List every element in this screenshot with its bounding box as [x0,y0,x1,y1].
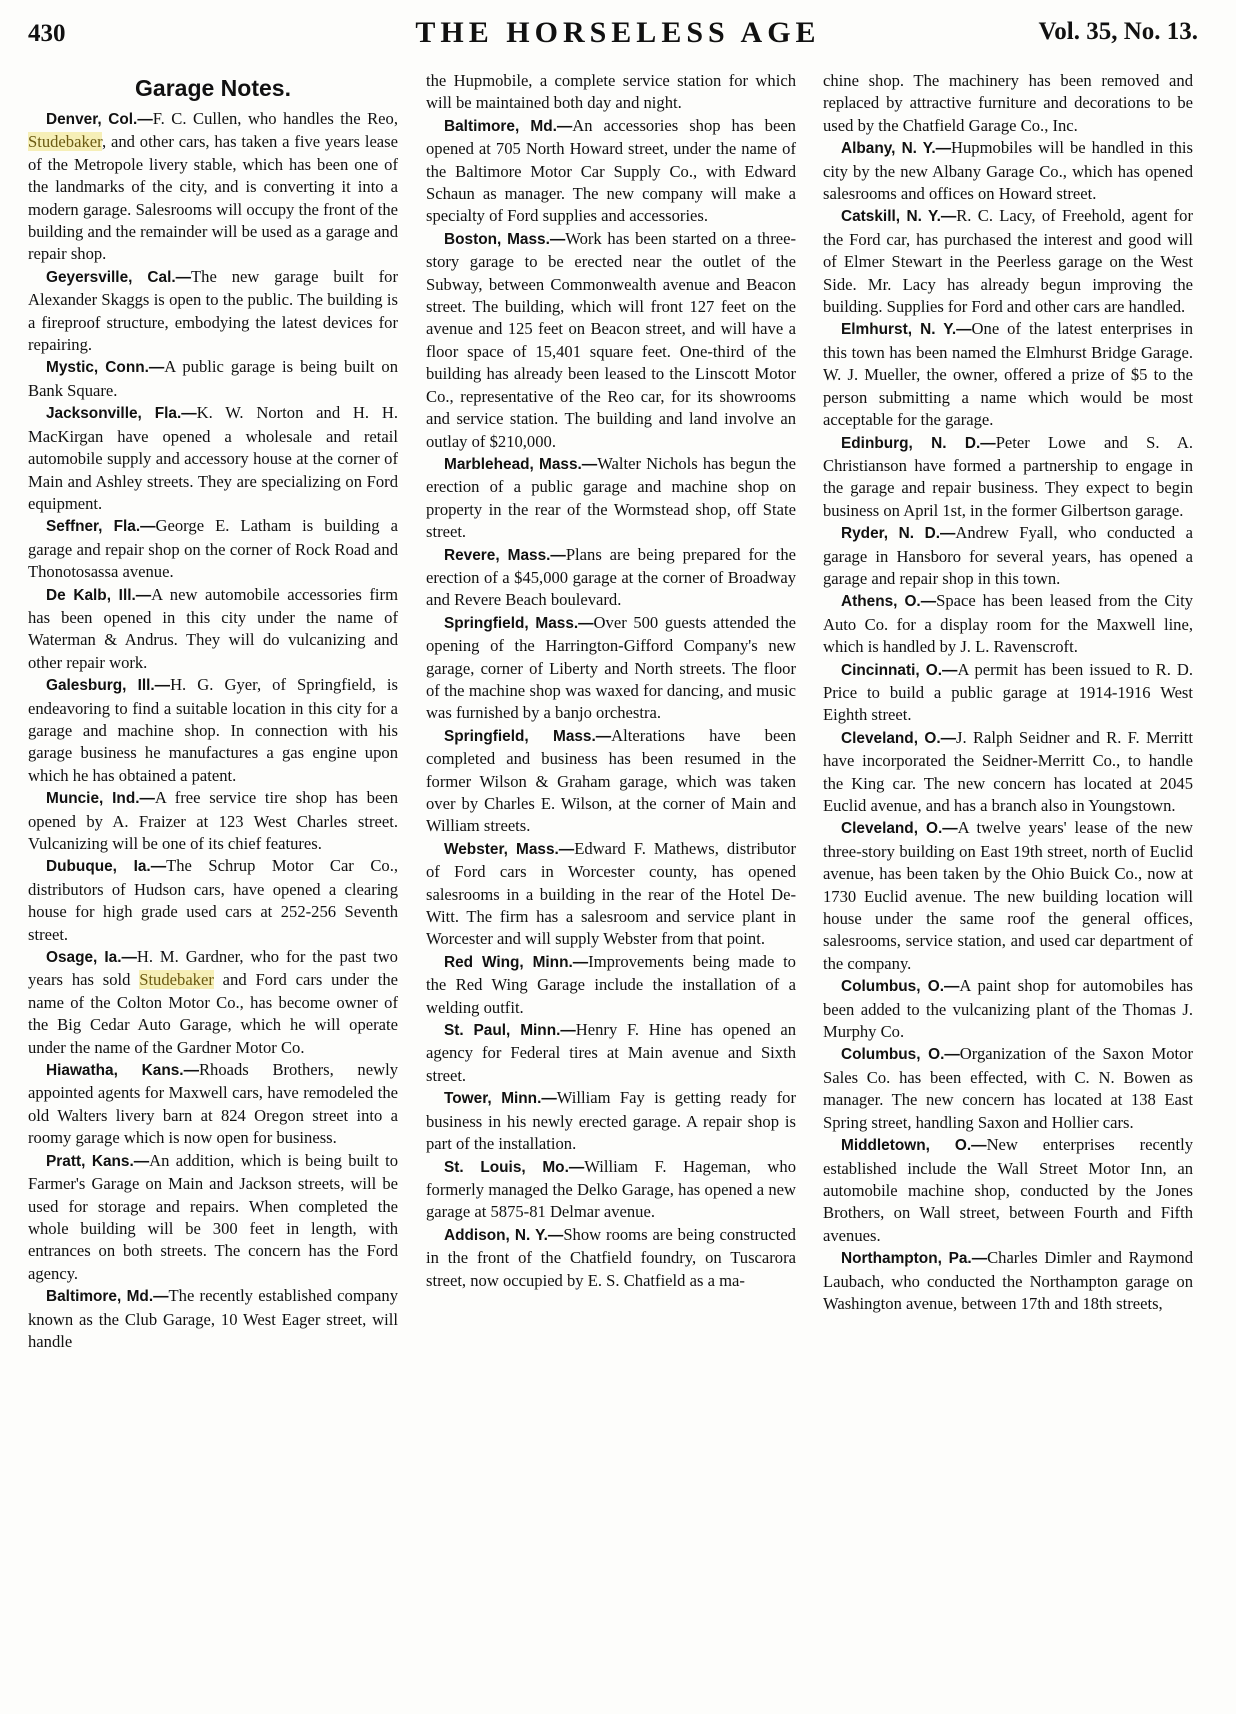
news-entry [823,1043,1193,1134]
news-entry [28,1285,398,1353]
entry-place: Revere, Mass.— [444,546,566,564]
news-entry [28,515,398,583]
news-entry [823,70,1193,137]
entry-place: Middletown, O.— [841,1137,987,1155]
entry-text: Edward F. Mathews, distributor of Ford cars in Worcester county, has opened salesrooms in a building in the rear of the Hotel De-Witt. The firm has a salesroom and service plant in Worcester and will supply Webster from that point. [426,838,797,949]
journal-title: THE HORSELESS AGE [415,16,821,49]
entry-place: Addison, N. Y.— [444,1226,564,1244]
entry-place: Muncie, Ind.— [46,790,155,808]
entry-place: Seffner, Fla.— [46,518,156,536]
entry-place: Cincinnati, O.— [841,661,958,679]
entry-place: Mystic, Conn.— [46,359,165,377]
news-entry [28,266,398,357]
entry-text: A paint shop for automobiles has been added to the vulcanizing plant of the Thomas J. Murphy Co. [823,976,1193,1042]
entry-place: Springfield, Mass.— [444,614,594,632]
news-entry [426,1156,796,1224]
entry-place: Boston, Mass.— [444,230,566,248]
entry-place: Hiawatha, Kans.— [46,1062,199,1080]
entry-text: Andrew Fyall, who conducted a garage in Hansboro for several years, has opened a garage and repair shop in this town. [823,523,1193,588]
entry-text: William F. Hageman, who formerly managed the Delko Garage, has opened a new garage at 5875-81 Delmar avenue. [426,1156,796,1222]
entry-place: Pratt, Kans.— [46,1152,150,1170]
entry-text: The Schrup Motor Car Co., distributors of Hudson cars, have opened a clearing house for high grade used cars at 252-256 Seventh street. [28,856,398,944]
entry-place: Ryder, N. D.— [841,525,956,543]
entry-place: Denver, Col.— [46,111,153,128]
entry-text: A twelve years' lease of the new three-story building on East 19th street, north of Euclid avenue, has been taken by the Ohio Buick Co., now at 1730 Euclid avenue. The new building location will house under the same roof the general offices, salesrooms, service station, and used car department of the company. [823,818,1194,973]
news-entry [823,137,1193,205]
entry-text: Alterations have been completed and business has been resumed in the former Wilson & Graham garage, which was taken over by Charles E. Wilson, at the corner of Main and William streets. [426,725,796,836]
entry-place: Athens, O.— [841,593,937,611]
news-entry: Denver, Col.—F. C. Cullen, who handles the Reo, Studebaker, and other cars, has taken a five years lease of the Metropole livery stable, which has been one of the landmarks of the city, and is converting it into a modern garage. Salesrooms will occupy the front of the building and the remainder will be used as a garage and repair shop. [28,109,398,264]
news-entry [28,674,398,787]
entry-place: Jacksonville, Fla.— [46,405,197,423]
highlighted-term: Studebaker [28,132,102,152]
news-entry [28,1150,398,1285]
news-entry [426,115,796,228]
entry-place: Webster, Mass.— [444,840,575,858]
entry-place: Baltimore, Md.— [444,117,573,135]
news-entry [823,1247,1193,1315]
entry-text: Show rooms are being constructed in the front of the Chatfield foundry, on Tuscarora street, now occupied by E. S. Chatfield as a ma- [426,1224,796,1290]
news-entry [28,787,398,855]
entry-text: A public garage is being built on Bank Square. [28,357,399,400]
news-entry [426,612,796,725]
entry-text: Hupmobiles will be handled in this city by the new Albany Garage Co., which has opened salesrooms and offices on Howard street. [823,138,1193,204]
entry-text: New enterprises recently established include the Wall Street Motor Inn, an automobile machine shop, conducted by the Jones Brothers, on Wall street, between Fourth and Fifth avenues. [823,1135,1193,1245]
entry-place: Albany, N. Y.— [841,140,952,158]
highlighted-term: Studebaker [139,970,214,990]
news-entry [426,1019,796,1087]
entry-place: Marblehead, Mass.— [444,455,598,473]
news-entry [426,453,796,544]
entry-text: The recently established company known as the Club Garage, 10 West Eager street, will handle [28,1286,398,1351]
entry-text: Charles Dimler and Raymond Laubach, who conducted the Northampton garage on Washington avenue, between 17th and 18th streets, [823,1248,1193,1313]
news-entry [28,584,398,675]
entry-place: Red Wing, Minn.— [444,953,589,971]
entry-text: H. G. Gyer, of Springfield, is endeavoring to find a suitable location in this city for a garage and machine shop. In connection with his garage business he manufactures a gas engine upon which he has obtained a patent. [28,675,398,785]
entry-place: Northampton, Pa.— [841,1250,988,1268]
entry-place: Springfield, Mass.— [444,727,612,745]
news-entry [28,356,398,402]
entry-text: Organization of the Saxon Motor Sales Co. has been effected, with C. N. Bowen as manager. The new concern has located at 138 East Spring street, handling Saxon and Hollier cars. [823,1044,1193,1132]
news-entry [823,727,1193,818]
news-entry [823,522,1193,590]
news-entry [426,1224,796,1292]
page-number: 430 [28,20,66,47]
entry-text: Improvements being made to the Red Wing Garage include the installation of a welding outfit. [426,951,796,1017]
entry-text: Rhoads Brothers, newly appointed agents for Maxwell cars, have remodeled the old Walters livery barn at 824 Oregon street into a roomy garage which is now open for business. [28,1060,398,1148]
news-entry [823,205,1193,318]
entry-text: Over 500 guests attended the opening of the Harrington-Gifford Company's new garage, corner of Liberty and North streets. The floor of the machine shop was waxed for dancing, and music was furnished by a banjo orchestra. [426,612,796,723]
column-1 [28,70,398,1353]
news-entry [426,228,796,453]
entry-text: the Hupmobile, a complete service station for which will be maintained both day and night. [426,71,796,113]
column-3 [823,70,1193,1315]
entry-text: chine shop. The machinery has been removed and replaced by attractive furniture and decorations to be used by the Chatfield Garage Co., Inc. [823,71,1193,135]
entry-text: George E. Latham is building a garage and repair shop on the corner of Rock Road and Thonotosassa avenue. [28,516,398,582]
entry-place: Columbus, O.— [841,1046,960,1064]
news-entry [426,544,796,612]
entry-place: Edinburg, N. D.— [841,434,996,452]
news-entry [823,590,1193,658]
entry-text: Peter Lowe and S. A. Christianson have formed a partnership to engage in the garage and repair business. They expect to begin business on April 1st, in the former Gilbertson garage. [823,432,1193,520]
entry-place: St. Louis, Mo.— [444,1158,585,1176]
news-entry: Osage, Ia.—H. M. Gardner, who for the past two years has sold Studebaker and Ford cars under the name of the Colton Motor Co., has become owner of the Big Cedar Auto Garage, which he will operate under the name of the Gardner Motor Co. [28,947,398,1057]
entry-place: Elmhurst, N. Y.— [841,321,972,339]
news-entry [823,432,1193,523]
page-header [0,14,1236,54]
news-entry [823,318,1193,431]
news-entry [28,855,398,946]
news-entry [823,975,1193,1043]
entry-place: Dubuque, Ia.— [46,858,167,876]
entry-place: Cleveland, O.— [841,729,957,747]
entry-place: Osage, Ia.— [46,949,137,967]
entry-place: Baltimore, Md.— [46,1288,169,1306]
entry-text: William Fay is getting ready for business in his newly erected garage. A repair shop is part of the installation. [426,1088,796,1154]
entry-text: The new garage built for Alexander Skaggs is open to the public. The building is a fireproof structure, embodying the latest devices for repairing. [28,266,398,355]
entry-text: A new automobile accessories firm has been opened in this city under the name of Waterman & Andrus. They will do vulcanizing and other repair work. [28,584,398,672]
entry-place: St. Paul, Minn.— [444,1022,576,1040]
news-entry [426,838,796,951]
news-entry [823,659,1193,727]
entry-place: De Kalb, Ill.— [46,586,152,604]
news-entry [426,725,796,838]
entry-text: R. C. Lacy, of Freehold, agent for the Ford car, has purchased the interest and good will of Elmer Stewart in the Peerless garage on the West Side. Mr. Lacy has already begun improving the building. Supplies for Ford and other cars are handled. [823,206,1193,317]
entry-place: Tower, Minn.— [444,1090,557,1108]
entry-place: Columbus, O.— [841,978,960,996]
news-entry [426,70,796,115]
volume-issue: Vol. 35, No. 13. [1038,18,1198,45]
news-entry [823,817,1193,975]
entry-place: Galesburg, Ill.— [46,677,171,695]
entry-text: K. W. Norton and H. H. MacKirgan have opened a wholesale and retail automobile supply and accessory house at the corner of Main and Ashley streets. They are specializing on Ford equipment. [28,403,398,513]
entry-text: Plans are being prepared for the erection of a $45,000 garage at the corner of Broadway and Revere Beach boulevard. [426,544,797,610]
entry-text: Space has been leased from the City Auto Co. for a display room for the Maxwell line, which is handled by J. L. Ravenscroft. [823,591,1194,657]
entry-text: Work has been started on a three-story garage to be erected near the outlet of the Subway, between Commonwealth avenue and Beacon street. The building, which will front 127 feet on the avenue and 125 feet on Beacon street, and will have a floor space of 15,401 square feet. One-third of the building has already been leased to the Linscott Motor Co., representative of the Reo car, for its showrooms and service station. The building and land involve an outlay of $210,000. [426,228,796,451]
news-entry [823,1134,1193,1247]
column-2 [426,70,796,1292]
entry-text: A permit has been issued to R. D. Price to build a public garage at 1914-1916 West Eighth street. [823,659,1193,725]
entry-place: Cleveland, O.— [841,820,958,838]
entry-place: Catskill, N. Y.— [841,208,957,226]
news-entry [426,1087,796,1155]
entry-text: J. Ralph Seidner and R. F. Merritt have incorporated the Seidner-Merritt Co., to handle the King car. The new concern has located at 2045 Euclid avenue, and has a branch also in Youngstown. [823,727,1193,815]
section-title: Garage Notes. [135,75,291,101]
news-entry [28,1059,398,1150]
entry-text: One of the latest enterprises in this town has been named the Elmhurst Bridge Garage. W. J. Mueller, the owner, offered a prize of $5 to the person submitting a name which would be most acceptable for the garage. [823,319,1193,430]
entry-text: A free service tire shop has been opened by A. Fraizer at 123 West Charles street. Vulcanizing will be one of its chief features. [28,788,398,853]
news-entry [28,402,398,515]
entry-place: Geyersville, Cal.— [46,268,192,286]
entry-text: Henry F. Hine has opened an agency for Federal tires at Main avenue and Sixth street. [426,1020,797,1085]
entry-text: An accessories shop has been opened at 705 North Howard street, under the name of the Baltimore Motor Car Supply Co., with Edward Schaun as manager. The new company will make a specialty of Ford supplies and accessories. [426,115,796,226]
entry-text: Walter Nichols has begun the erection of a public garage and machine shop on property in the rear of the Wormstead shop, off State street. [426,453,796,542]
entry-text: An addition, which is being built to Farmer's Garage on Main and Jackson streets, will be used for storage and repairs. When completed the whole building will be 300 feet in length, with entrances on both streets. The concern has the Ford agency. [28,1150,398,1283]
news-entry [426,951,796,1019]
